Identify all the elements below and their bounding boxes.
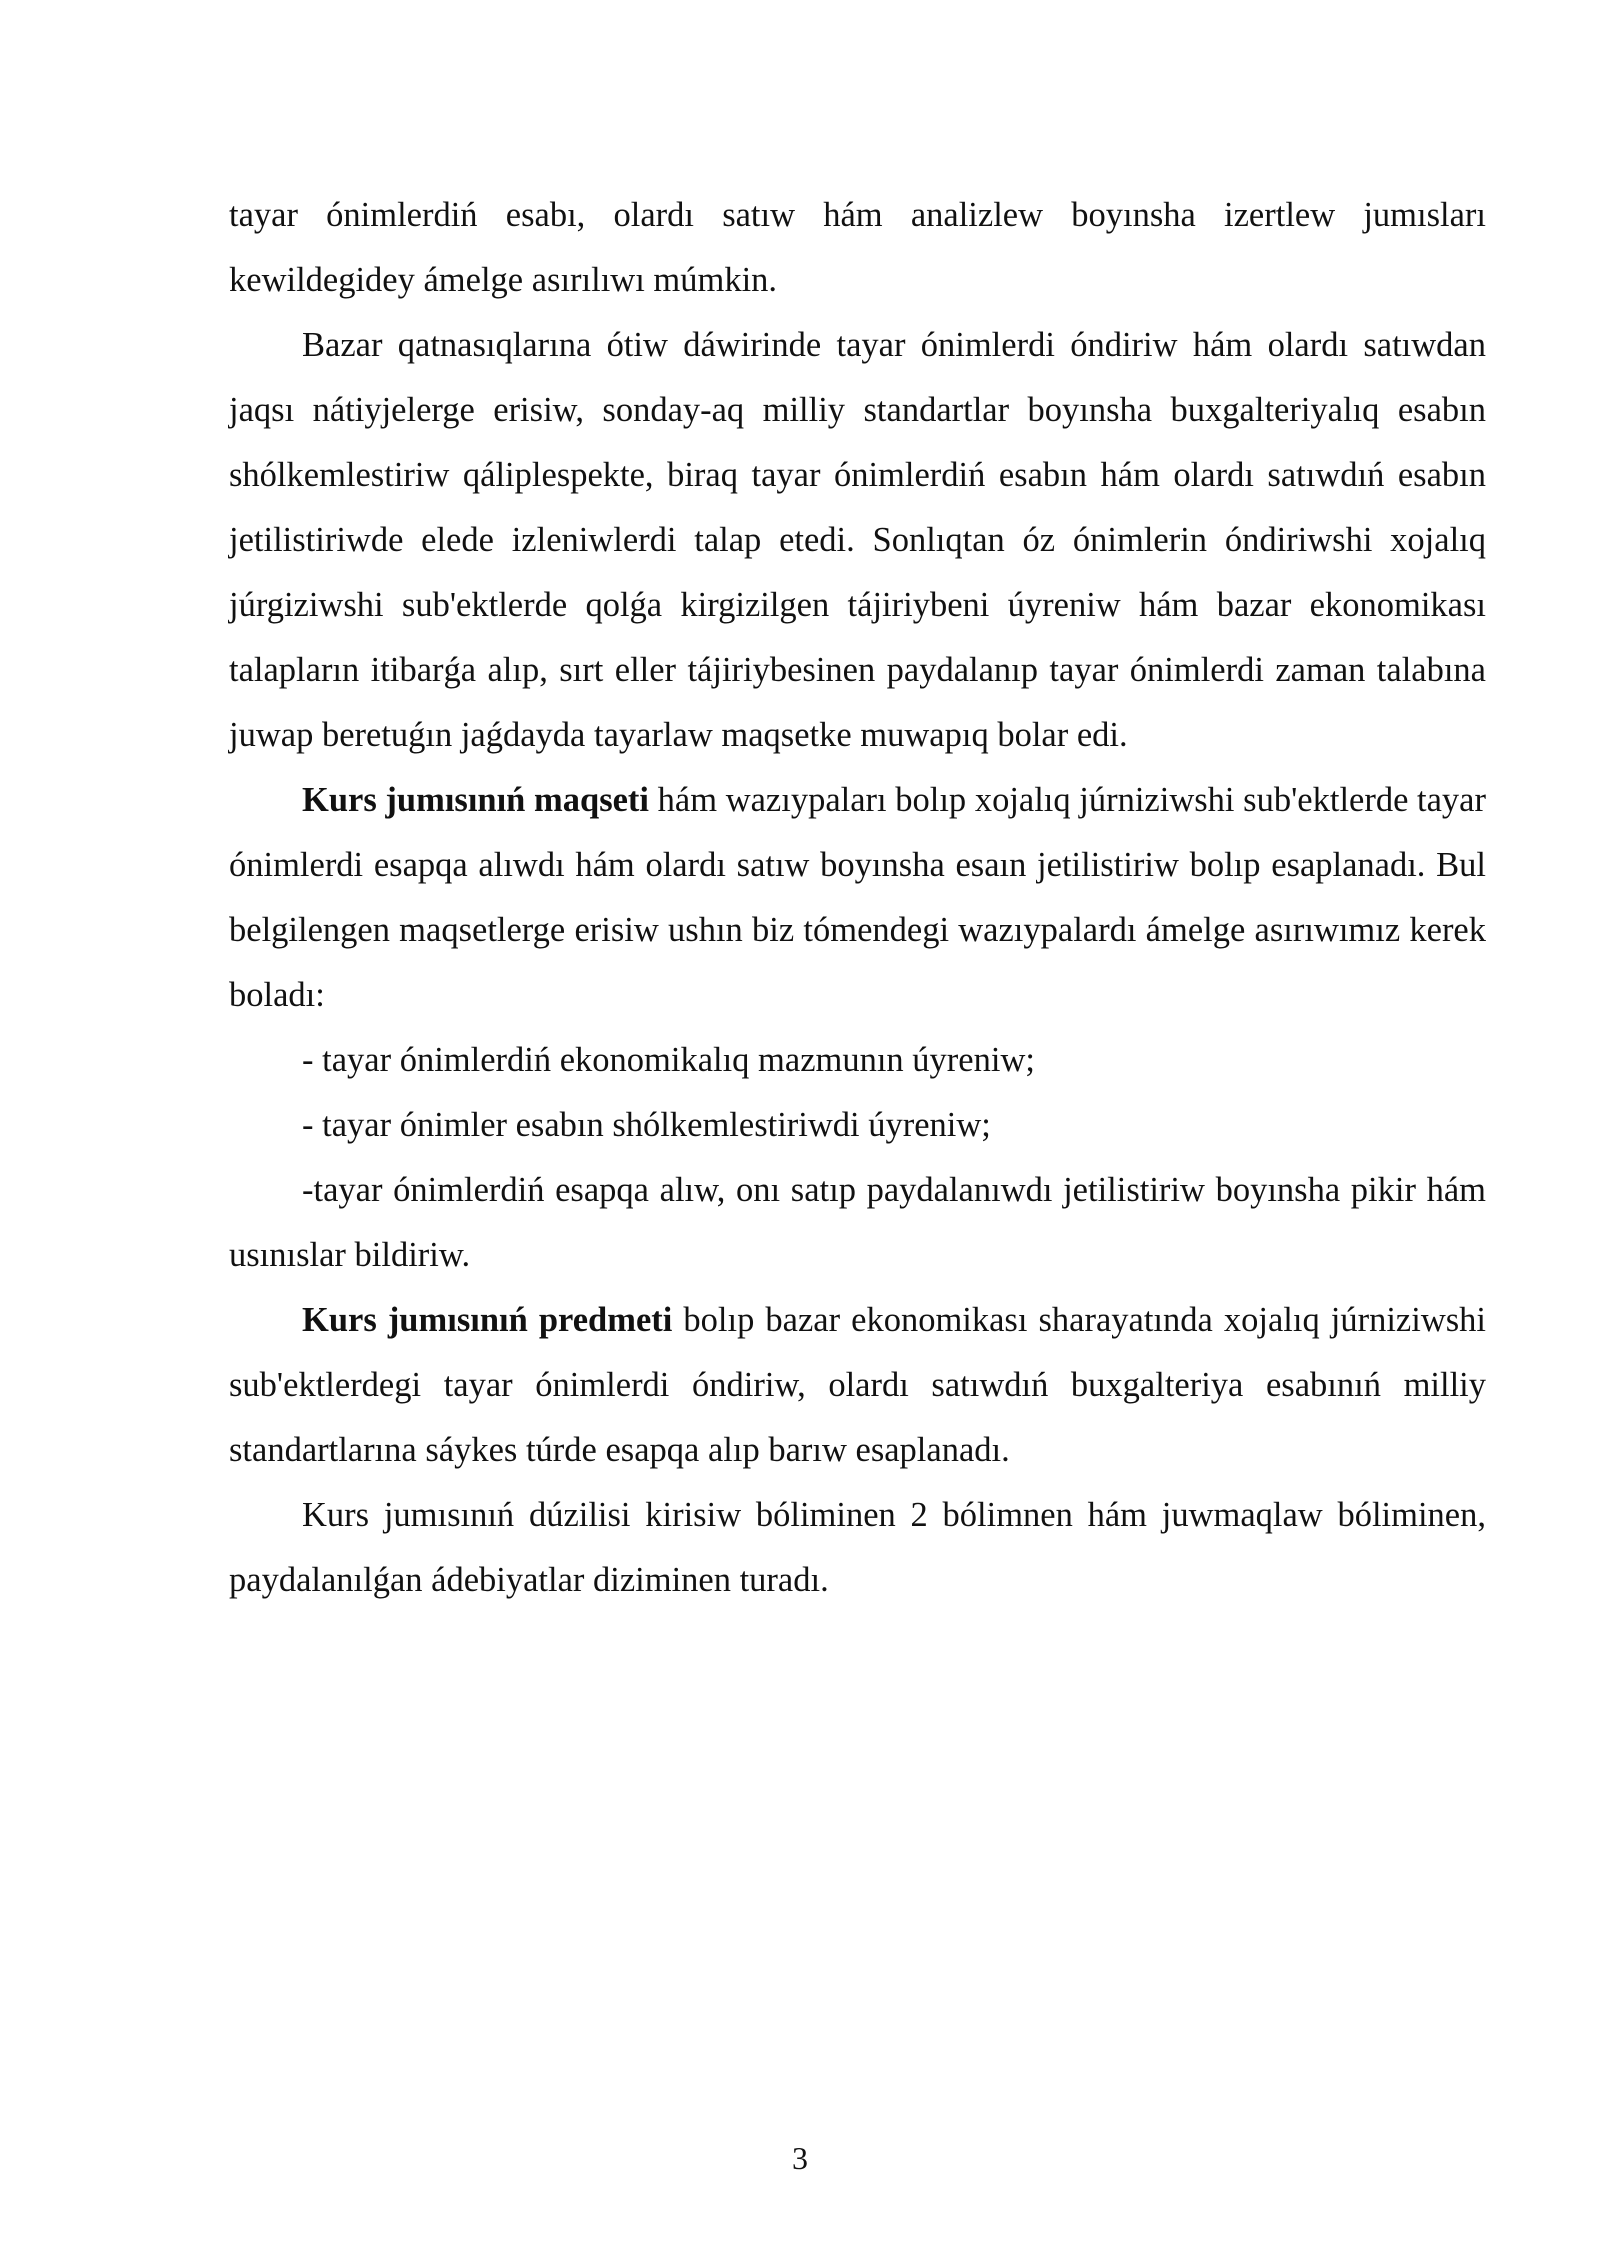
- page-number: 3: [792, 2140, 808, 2176]
- document-body: [229, 183, 1486, 1613]
- task-item: [229, 1158, 1486, 1288]
- paragraph-text: bolıp bazar ekonomikası sharayatında xojalıq júrniziwshi sub'ektlerdegi tayar ónimlerdi óndiriw, olardı satıwdıń buxgalteriya esabınıń milliy standartlarına sáykes túrde esapqa alıp barıw esaplanadı.: [229, 1301, 1487, 1469]
- paragraph-course-subject: [229, 1288, 1486, 1483]
- paragraph-course-aim: [229, 768, 1486, 1028]
- paragraph-text: Kurs jumısınıń dúzilisi kirisiw bóliminen 2 bólimnen hám juwmaqlaw bóliminen, paydalanılǵan ádebiyatlar diziminen turadı.: [229, 1496, 1486, 1599]
- paragraph-market-relations: [229, 313, 1486, 768]
- task-text: - tayar ónimlerdiń ekonomikalıq mazmunın úyreniw;: [302, 1041, 1035, 1079]
- task-text: - tayar ónimler esabın shólkemlestiriwdi úyreniw;: [302, 1106, 991, 1144]
- paragraph-text: hám wazıypaları bolıp xojalıq júrniziwshi sub'ektlerde tayar ónimlerdi esapqa alıwdı hám olardı satıw boyınsha esaın jetilistiriw bolıp esaplanadı. Bul belgilengen maqsetlerge erisiw ushın biz tómendegi wazıypalardı ámelge asırıwımız kerek boladı:: [229, 781, 1486, 1014]
- paragraph-lead-term: Kurs jumısınıń predmeti: [302, 1301, 673, 1339]
- paragraph-continuation: [229, 183, 1486, 313]
- paragraph-text: Bazar qatnasıqlarına ótiw dáwirinde tayar ónimlerdi óndiriw hám olardı satıwdan jaqsı nátiyjelerge erisiw, sonday-aq milliy standartlar boyınsha buxgalteriyalıq esabın shólkemlestiriw qáliplespekte, biraq tayar ónimlerdiń esabın hám olardı satıwdıń esabın jetilistiriwde elede izleniwlerdi talap etedi. Sonlıqtan óz ónimlerin óndiriwshi xojalıq júrgiziwshi sub'ektlerde qolǵa kirgizilgen tájiriybeni úyreniw hám bazar ekonomikası talapların itibarǵa alıp, sırt eller tájiriybesinen paydalanıp tayar ónimlerdi zaman talabına juwap beretuǵın jaǵdayda tayarlaw maqsetke muwapıq bolar edi.: [229, 326, 1486, 754]
- paragraph-course-structure: [229, 1483, 1486, 1613]
- task-item: [229, 1028, 1486, 1093]
- task-text: -tayar ónimlerdiń esapqa alıw, onı satıp paydalanıwdı jetilistiriw boyınsha pikir hám usınıslar bildiriw.: [229, 1171, 1486, 1274]
- paragraph-lead-term: Kurs jumısınıń maqseti: [302, 781, 650, 819]
- task-item: [229, 1093, 1486, 1158]
- paragraph-text: tayar ónimlerdiń esabı, olardı satıw hám analizlew boyınsha izertlew jumısları kewildegidey ámelge asırılıwı múmkin.: [229, 196, 1486, 299]
